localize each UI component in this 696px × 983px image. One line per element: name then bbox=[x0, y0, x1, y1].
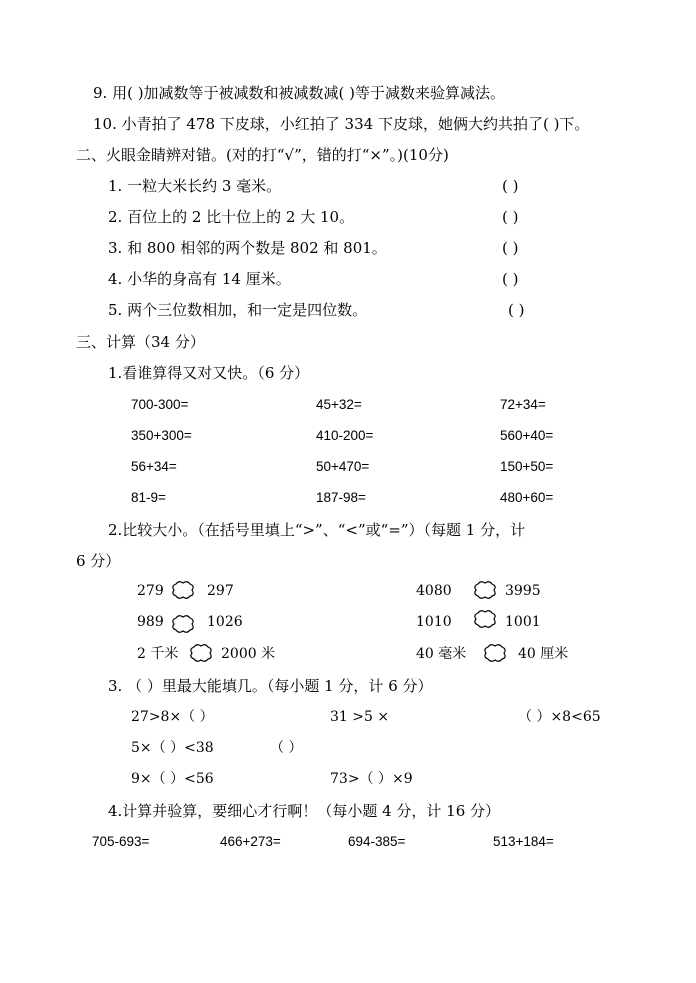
judge-item-2: 2. 百位上的 2 比十位上的 2 大 10。 bbox=[108, 208, 355, 226]
calc-cell: 45+32= bbox=[316, 397, 362, 412]
max-fill-item: 73>（ ）×9 bbox=[330, 771, 413, 787]
calc-cell: 560+40= bbox=[500, 428, 554, 443]
compare-right: 2000 米 bbox=[221, 646, 276, 662]
q4-title: 4.计算并验算，要细心才行啊！（每小题 4 分，计 16 分） bbox=[108, 802, 501, 820]
fill-question-9: 9. 用( )加减数等于被减数和被减数减( )等于减数来验算减法。 bbox=[93, 84, 506, 102]
compare-left: 4080 bbox=[416, 583, 452, 599]
compare-right: 1001 bbox=[505, 614, 541, 630]
q2-title-line1: 2.比较大小。（在括号里填上“>”、“<”或“=”）（每题 1 分，计 bbox=[108, 521, 526, 539]
calc-cell: 50+470= bbox=[316, 459, 370, 474]
judge-blank-1: ( ) bbox=[502, 177, 519, 195]
judge-item-1: 1. 一粒大米长约 3 毫米。 bbox=[108, 177, 282, 195]
compare-flower-icon[interactable] bbox=[472, 608, 498, 630]
max-fill-item: （ ） bbox=[270, 740, 303, 756]
calc-cell: 187-98= bbox=[316, 490, 366, 505]
q3-title: 3. （ ）里最大能填几。（每小题 1 分，计 6 分） bbox=[108, 677, 433, 695]
calc-cell: 480+60= bbox=[500, 490, 554, 505]
calc-cell: 700-300= bbox=[131, 397, 189, 412]
compare-flower-icon[interactable] bbox=[170, 613, 196, 635]
section-2-title: 二、火眼金睛辨对错。(对的打“√”，错的打“×”。)(10分) bbox=[76, 146, 449, 164]
max-fill-item: 5×（ ）<38 bbox=[131, 740, 214, 756]
compare-right: 3995 bbox=[505, 583, 541, 599]
q1-title: 1.看谁算得又对又快。（6 分） bbox=[108, 364, 310, 382]
judge-item-4: 4. 小华的身高有 14 厘米。 bbox=[108, 270, 291, 288]
calc-cell: 150+50= bbox=[500, 459, 554, 474]
compare-left: 40 毫米 bbox=[416, 646, 467, 662]
judge-item-5: 5. 两个三位数相加，和一定是四位数。 bbox=[108, 301, 368, 319]
judge-blank-2: ( ) bbox=[502, 208, 519, 226]
verify-cell: 694-385= bbox=[348, 834, 406, 849]
compare-left: 989 bbox=[137, 614, 164, 630]
calc-cell: 410-200= bbox=[316, 428, 374, 443]
compare-right: 297 bbox=[207, 583, 234, 599]
max-fill-item: 31 >5 × bbox=[330, 709, 390, 725]
calc-cell: 81-9= bbox=[131, 490, 166, 505]
compare-left: 2 千米 bbox=[137, 646, 179, 662]
calc-cell: 56+34= bbox=[131, 459, 177, 474]
compare-flower-icon[interactable] bbox=[170, 579, 196, 601]
q2-title-line2: 6 分） bbox=[76, 552, 121, 570]
verify-cell: 513+184= bbox=[493, 834, 554, 849]
compare-left: 1010 bbox=[416, 614, 452, 630]
compare-flower-icon[interactable] bbox=[472, 579, 498, 601]
section-3-title: 三、计算（34 分） bbox=[76, 333, 205, 351]
max-fill-item: 27>8×（ ） bbox=[131, 709, 214, 725]
judge-blank-5: ( ) bbox=[508, 301, 525, 319]
compare-right: 40 厘米 bbox=[518, 646, 569, 662]
calc-cell: 72+34= bbox=[500, 397, 546, 412]
compare-right: 1026 bbox=[207, 614, 243, 630]
judge-item-3: 3. 和 800 相邻的两个数是 802 和 801。 bbox=[108, 239, 387, 257]
verify-cell: 705-693= bbox=[92, 834, 150, 849]
compare-flower-icon[interactable] bbox=[188, 642, 214, 664]
calc-cell: 350+300= bbox=[131, 428, 192, 443]
verify-cell: 466+273= bbox=[220, 834, 281, 849]
fill-question-10: 10. 小青拍了 478 下皮球，小红拍了 334 下皮球，她俩大约共拍了( )下。 bbox=[93, 115, 590, 133]
max-fill-item: 9×（ ）<56 bbox=[131, 771, 214, 787]
max-fill-item: （ ）×8<65 bbox=[518, 709, 601, 725]
compare-flower-icon[interactable] bbox=[482, 642, 508, 664]
judge-blank-3: ( ) bbox=[502, 239, 519, 257]
compare-left: 279 bbox=[137, 583, 164, 599]
judge-blank-4: ( ) bbox=[502, 270, 519, 288]
